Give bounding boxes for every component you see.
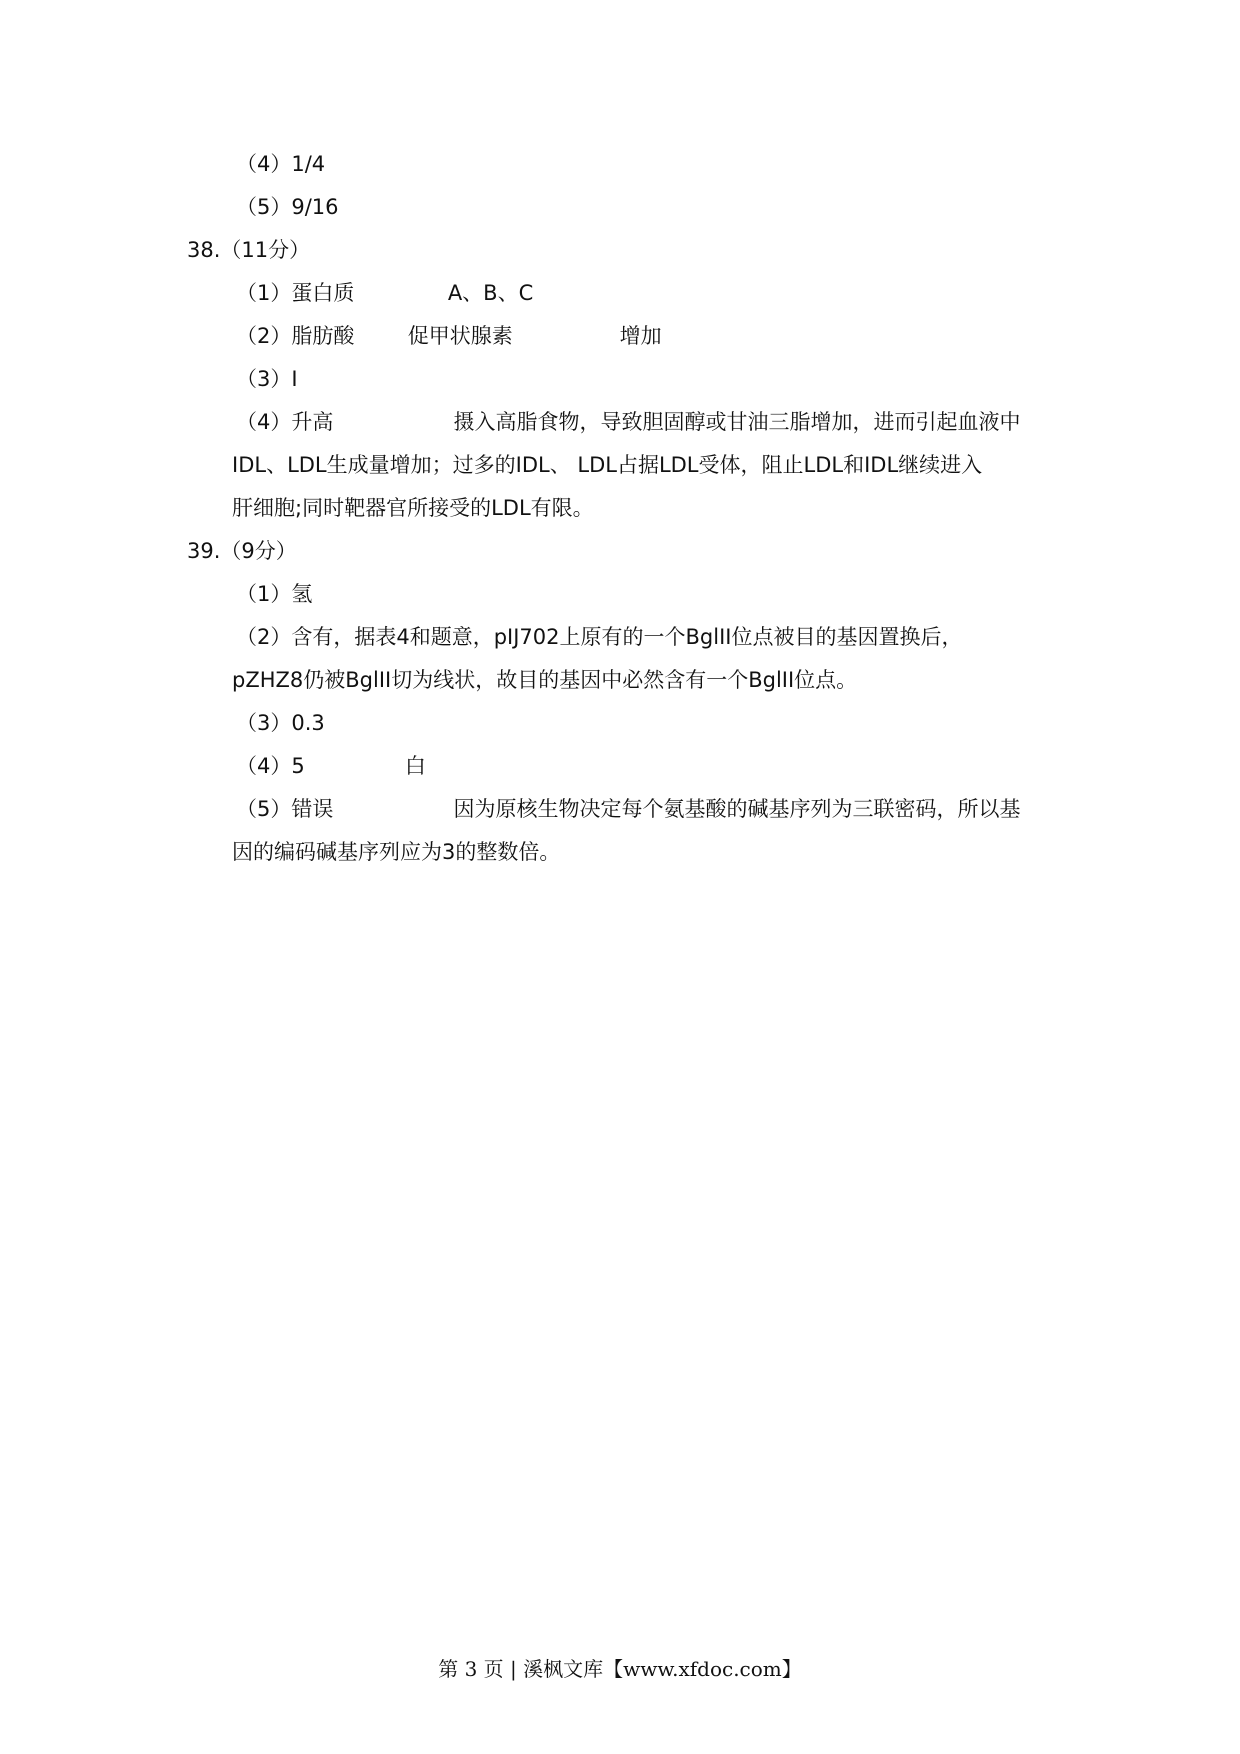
answer-4-1-4: （4）1/4	[236, 152, 326, 176]
page-footer: 第 3 页 | 溪枫文库【www.xfdoc.com】	[438, 1657, 802, 1681]
question-38-heading: 38.（11分）	[187, 238, 311, 262]
q39-answer-2-line1: （2）含有，据表4和题意，pIJ702上原有的一个BglII位点被目的基因置换后，	[236, 625, 963, 649]
q39-answer-2-line2: pZHZ8仍被BglII切为线状，故目的基因中必然含有一个BglII位点。	[232, 668, 858, 692]
q38-answer-1: （1）蛋白质 A、B、C	[236, 281, 534, 305]
q38-answer-4-line1: （4）升高 摄入高脂食物，导致胆固醇或甘油三脂增加，进而引起血液中	[236, 410, 1021, 434]
q38-answer-4-line3: 肝细胞;同时靶器官所接受的LDL有限。	[232, 496, 594, 520]
answer-5-9-16: （5）9/16	[236, 195, 339, 219]
q38-answer-2: （2）脂肪酸 促甲状腺素 增加	[236, 324, 662, 348]
question-39-heading: 39.（9分）	[187, 539, 297, 563]
q39-answer-5-line2: 因的编码碱基序列应为3的整数倍。	[232, 840, 561, 864]
q39-answer-4: （4）5 白	[236, 754, 426, 778]
q39-answer-3: （3）0.3	[236, 711, 325, 735]
q39-answer-5-line1: （5）错误 因为原核生物决定每个氨基酸的碱基序列为三联密码，所以基	[236, 797, 1021, 821]
q38-answer-4-line2: IDL、LDL生成量增加；过多的IDL、 LDL占据LDL受体，阻止LDL和IDL继续进入	[232, 453, 983, 477]
q39-answer-1: （1）氢	[236, 582, 313, 606]
q38-answer-3: （3）I	[236, 367, 298, 391]
